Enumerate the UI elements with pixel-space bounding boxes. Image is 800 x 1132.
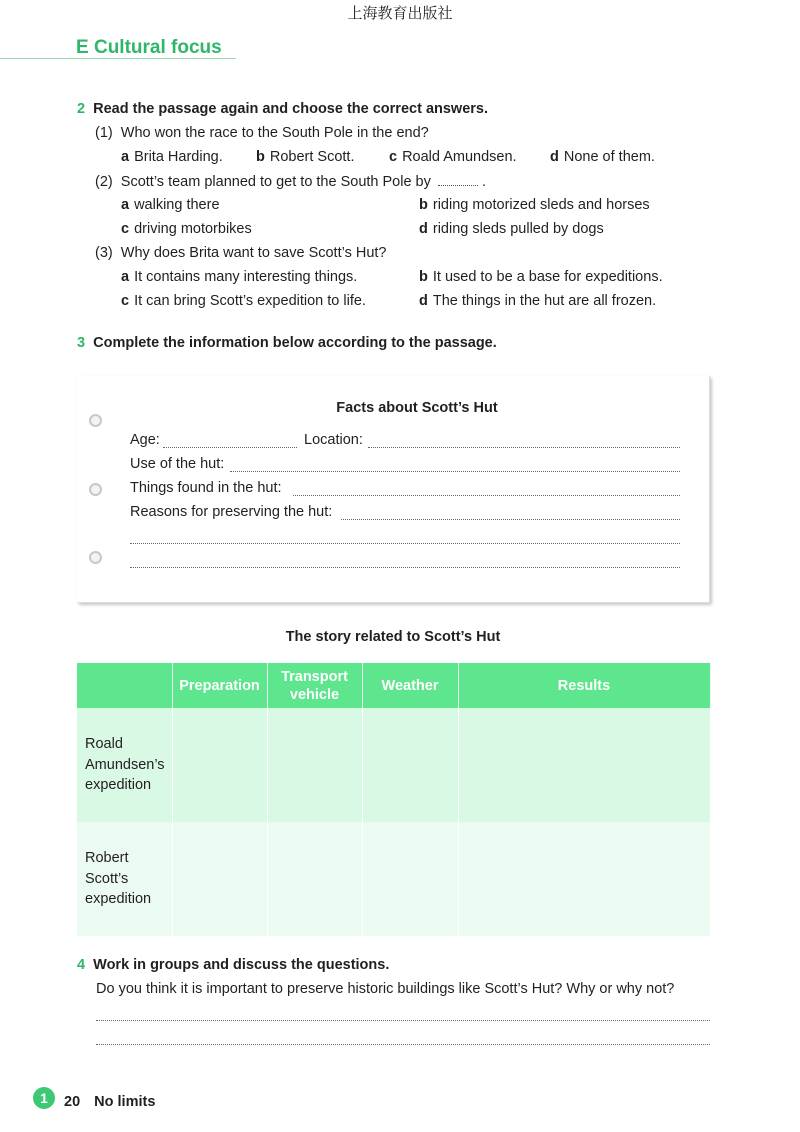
use-label: Use of the hut:	[130, 456, 225, 472]
things-label: Things found in the hut:	[130, 480, 282, 496]
q2-item1-question	[95, 125, 429, 141]
column-header	[77, 663, 172, 708]
story-table	[77, 663, 711, 936]
unit-title: No limits	[94, 1094, 156, 1110]
q4-question: Do you think it is important to preserve historic buildings like Scott’s Hut? Why or why not?	[96, 981, 675, 997]
answer-cell[interactable]	[267, 708, 362, 822]
column-header	[267, 663, 362, 708]
title-underline	[0, 58, 236, 59]
q2-heading	[77, 101, 488, 117]
q2-item3-option-d[interactable]	[419, 293, 656, 309]
answer-blank[interactable]	[438, 173, 478, 186]
q2-item3-question	[95, 245, 386, 261]
option-text: Robert Scott.	[269, 149, 355, 165]
q2-item1-option-c[interactable]	[389, 149, 517, 165]
q2-item1-option-a[interactable]	[121, 149, 223, 165]
q3-instruction: Complete the information below according to the passage.	[93, 335, 497, 351]
option-letter: b	[256, 149, 265, 165]
option-letter: c	[121, 293, 130, 309]
row-label	[77, 822, 172, 936]
answer-cell[interactable]	[458, 822, 710, 936]
reasons-blank[interactable]	[130, 566, 680, 568]
story-table-title: The story related to Scott’s Hut	[285, 629, 501, 645]
option-letter: c	[389, 149, 398, 165]
location-blank[interactable]	[368, 446, 680, 448]
q2-item2-option-c[interactable]	[121, 221, 252, 237]
page-footer	[64, 1094, 165, 1110]
q2-instruction: Read the passage again and choose the correct answers.	[93, 101, 489, 117]
option-text: riding sleds pulled by dogs	[432, 221, 604, 237]
section-title	[76, 37, 222, 59]
option-text: driving motorbikes	[134, 221, 252, 237]
answer-cell[interactable]	[267, 822, 362, 936]
item-end: .	[481, 174, 486, 190]
answer-cell[interactable]	[362, 708, 458, 822]
reasons-blank[interactable]	[341, 518, 680, 520]
facts-title: Facts about Scott’s Hut	[336, 400, 498, 416]
row-label-text: Roald Amundsen’s expedition	[85, 736, 165, 794]
option-letter: d	[550, 149, 559, 165]
row-label-text: Robert Scott’s expedition	[85, 850, 152, 908]
table-row	[77, 822, 710, 936]
table-header-row	[77, 663, 710, 708]
column-header-text: Transport vehicle	[281, 668, 348, 703]
option-letter: d	[419, 293, 428, 309]
item-label: (2)	[95, 174, 113, 190]
q2-item1-option-d[interactable]	[550, 149, 655, 165]
option-letter: b	[419, 269, 428, 285]
answer-line[interactable]	[96, 1043, 710, 1045]
q2-item3-option-c[interactable]	[121, 293, 366, 309]
option-text: It used to be a base for expeditions.	[432, 269, 663, 285]
use-blank[interactable]	[230, 470, 680, 472]
item-label: (1)	[95, 125, 113, 141]
location-label: Location:	[304, 432, 363, 448]
things-blank[interactable]	[293, 494, 680, 496]
option-text: walking there	[134, 197, 220, 213]
option-text: riding motorized sleds and horses	[432, 197, 650, 213]
answer-cell[interactable]	[172, 822, 267, 936]
column-header: Weather	[362, 663, 458, 708]
option-text: It contains many interesting things.	[134, 269, 358, 285]
answer-cell[interactable]	[172, 708, 267, 822]
age-label: Age:	[130, 432, 160, 448]
option-letter: a	[121, 269, 130, 285]
option-text: None of them.	[563, 149, 655, 165]
publisher-name: 上海教育出版社	[347, 4, 453, 22]
option-letter: c	[121, 221, 130, 237]
column-header: Preparation	[172, 663, 267, 708]
q2-item2-question	[95, 173, 486, 190]
answer-cell[interactable]	[362, 822, 458, 936]
q2-number: 2	[77, 101, 86, 117]
page-number: 20	[64, 1094, 81, 1110]
q2-item1-option-b[interactable]	[256, 149, 354, 165]
q4-number: 4	[77, 957, 86, 973]
reasons-blank[interactable]	[130, 542, 680, 544]
option-text: Brita Harding.	[134, 149, 223, 165]
unit-badge: 1	[33, 1087, 55, 1109]
option-letter: b	[419, 197, 428, 213]
binder-ring-icon	[89, 551, 102, 564]
q3-number: 3	[77, 335, 86, 351]
option-letter: d	[419, 221, 428, 237]
column-header: Results	[458, 663, 710, 708]
binder-ring-icon	[89, 483, 102, 496]
q4-heading	[77, 957, 389, 973]
row-label	[77, 708, 172, 822]
item-question: Who won the race to the South Pole in the end?	[120, 125, 429, 141]
reasons-label: Reasons for preserving the hut:	[130, 504, 333, 520]
q2-item3-option-b[interactable]	[419, 269, 663, 285]
item-question: Why does Brita want to save Scott’s Hut?	[120, 245, 387, 261]
q2-item3-option-a[interactable]	[121, 269, 357, 285]
option-letter: a	[121, 149, 130, 165]
option-letter: a	[121, 197, 130, 213]
q4-instruction: Work in groups and discuss the questions.	[93, 957, 390, 973]
item-question: Scott’s team planned to get to the South Pole by	[120, 174, 431, 190]
option-text: Roald Amundsen.	[402, 149, 517, 165]
option-text: It can bring Scott’s expedition to life.	[134, 293, 366, 309]
age-blank[interactable]	[163, 446, 297, 448]
section-letter: E	[76, 37, 89, 58]
option-text: The things in the hut are all frozen.	[432, 293, 657, 309]
q3-heading	[77, 335, 497, 351]
section-name: Cultural focus	[93, 37, 222, 58]
q2-item2-option-d[interactable]	[419, 221, 604, 237]
table-row	[77, 708, 710, 822]
answer-cell[interactable]	[458, 708, 710, 822]
answer-line[interactable]	[96, 1019, 710, 1021]
q2-item2-option-a[interactable]	[121, 197, 220, 213]
q2-item2-option-b[interactable]	[419, 197, 650, 213]
item-label: (3)	[95, 245, 113, 261]
